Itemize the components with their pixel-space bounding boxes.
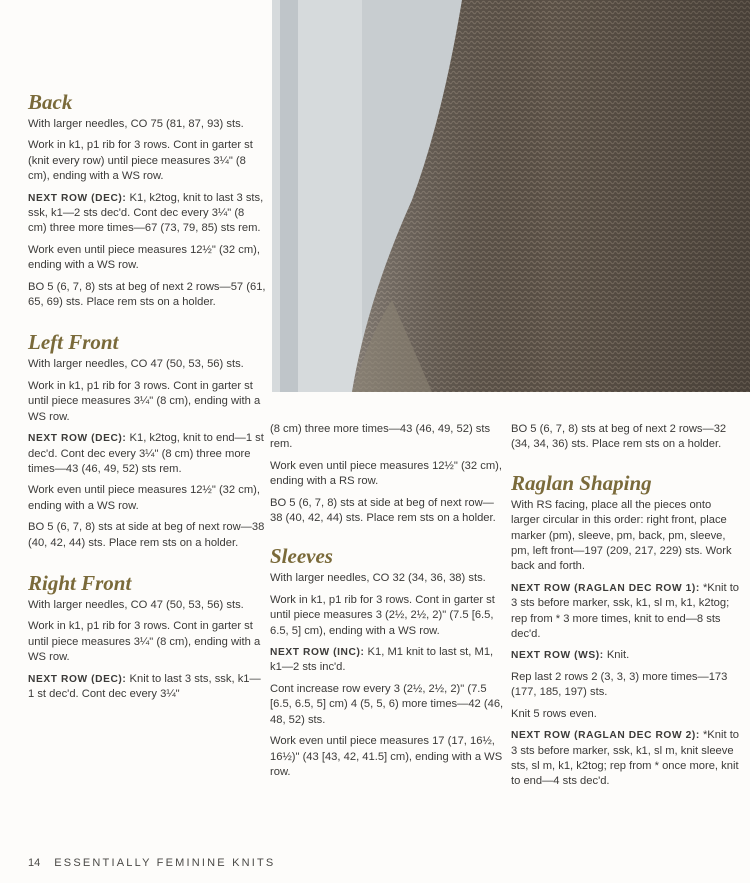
instruction-label: NEXT ROW (INC): — [270, 647, 365, 659]
right-front-paragraph: With larger needles, CO 47 (50, 53, 56) sts. — [28, 598, 244, 611]
left-front-paragraph: NEXT ROW (DEC): K1, k2tog, knit to end—1 st dec'd. Cont dec every 3¼" (8 cm) three more times—43 (46, 49, 52) sts rem. — [28, 432, 264, 475]
sleeves-paragraph: NEXT ROW (INC): K1, M1 knit to last st, M1, k1—2 sts inc'd. — [270, 646, 494, 674]
raglan-paragraph: Rep last 2 rows 2 (3, 3, 3) more times—173 (177, 185, 197) sts. — [511, 670, 728, 699]
sleeves-paragraph: Cont increase row every 3 (2½, 2½, 2)" (7.5 [6.5, 6.5, 5] cm) 4 (5, 5, 6) more times—42 (46, 48, 52) sts. — [270, 682, 504, 726]
left-front-paragraph: With larger needles, CO 47 (50, 53, 56) sts. — [28, 358, 244, 371]
instruction-label: NEXT ROW (RAGLAN DEC ROW 1): — [511, 582, 700, 594]
sleeves-paragraph: Work even until piece measures 17 (17, 16½, 16½)" (43 [43, 42, 41.5] cm), ending with a WS row. — [270, 735, 503, 778]
back-paragraph: With larger needles, CO 75 (81, 87, 93) sts. — [28, 118, 244, 130]
right-front-paragraph: (8 cm) three more times—43 (46, 49, 52) sts rem. — [270, 423, 491, 451]
left-front-paragraph: Work in k1, p1 rib for 3 rows. Cont in garter st until piece measures 3¼" (8 cm), ending with a WS row. — [28, 379, 261, 423]
column-3 — [511, 422, 741, 796]
sleeves-paragraph: With larger needles, CO 32 (34, 36, 38) sts. — [270, 572, 486, 585]
instruction-label: NEXT ROW (DEC): — [28, 673, 127, 685]
sweater-photo — [272, 0, 750, 392]
page-footer — [28, 857, 275, 869]
right-front-paragraph: NEXT ROW (DEC): Knit to last 3 sts, ssk, k1—1 st dec'd. Cont dec every 3¼" — [28, 672, 261, 700]
section-title-left-front: Left Front — [28, 330, 119, 355]
instruction-label: NEXT ROW (RAGLAN DEC ROW 2): — [511, 730, 700, 742]
back-paragraph: BO 5 (6, 7, 8) sts at beg of next 2 rows—57 (61, 65, 69) sts. Place rem sts on a holder. — [28, 280, 266, 309]
section-title-back: Back — [28, 90, 73, 114]
sleeves-paragraph: BO 5 (6, 7, 8) sts at beg of next 2 rows—32 (34, 34, 36) sts. Place rem sts on a holder. — [511, 423, 727, 451]
instruction-label: NEXT ROW (DEC): — [28, 192, 127, 204]
section-title-raglan-shaping: Raglan Shaping — [511, 470, 652, 495]
raglan-paragraph: NEXT ROW (RAGLAN DEC ROW 2): *Knit to 3 sts before marker, ssk, k1, sl m, knit sleeve sts, sl m, k1, k2tog; rep from * once more, knit to end—4 sts dec'd. — [511, 729, 740, 788]
section-title-sleeves: Sleeves — [270, 544, 333, 569]
back-paragraph: Work even until piece measures 12½" (32 cm), ending with a WS row. — [28, 243, 260, 272]
raglan-paragraph: With RS facing, place all the pieces onto larger circular in this order: right front, place marker (pm), sleeve, pm, back, pm, sleeve, pm, left front—197 (209, 217, 229) sts. Work back and forth. — [511, 498, 732, 573]
sleeves-paragraph: Work in k1, p1 rib for 3 rows. Cont in garter st until piece measures 3 (2½, 2½, 2)" (7.5 [6.5, 6.5, 5] cm), ending with a WS row. — [270, 593, 495, 637]
section-title-right-front: Right Front — [28, 570, 132, 595]
book-title: ESSENTIALLY FEMININE KNITS — [54, 857, 276, 869]
raglan-paragraph: Knit 5 rows even. — [511, 707, 597, 720]
sweater-photo-art — [272, 0, 750, 392]
back-paragraph: Work in k1, p1 rib for 3 rows. Cont in garter st (knit every row) until piece measures 3¼" (8 cm), ending with a WS row. — [28, 139, 253, 183]
column-2 — [270, 422, 505, 786]
right-front-paragraph: Work in k1, p1 rib for 3 rows. Cont in garter st until piece measures 3¼" (8 cm), ending with a WS row. — [28, 620, 261, 664]
instruction-label: NEXT ROW (DEC): — [28, 433, 127, 445]
back-paragraph: NEXT ROW (DEC): K1, k2tog, knit to last 3 sts, ssk, k1—2 sts dec'd. Cont dec every 3¼" (8 cm) three more times—67 (73, 79, 85) sts rem. — [28, 191, 264, 235]
column-1 — [28, 90, 266, 708]
right-front-paragraph: Work even until piece measures 12½" (32 cm), ending with a RS row. — [270, 459, 502, 488]
right-front-paragraph: BO 5 (6, 7, 8) sts at side at beg of next row—38 (40, 42, 44) sts. Place rem sts on a holder. — [270, 496, 496, 525]
left-front-paragraph: Work even until piece measures 12½" (32 cm), ending with a WS row. — [28, 484, 260, 512]
raglan-paragraph: NEXT ROW (WS): Knit. — [511, 649, 630, 662]
instruction-label: NEXT ROW (WS): — [511, 650, 604, 662]
page-number: 14 — [28, 857, 41, 869]
raglan-paragraph: NEXT ROW (RAGLAN DEC ROW 1): *Knit to 3 sts before marker, ssk, k1, sl m, k1, k2tog; rep from * 3 more times, knit to end—8 sts dec'd. — [511, 581, 740, 641]
left-front-paragraph: BO 5 (6, 7, 8) sts at side at beg of next row—38 (40, 42, 44) sts. Place rem sts on a holder. — [28, 521, 265, 549]
